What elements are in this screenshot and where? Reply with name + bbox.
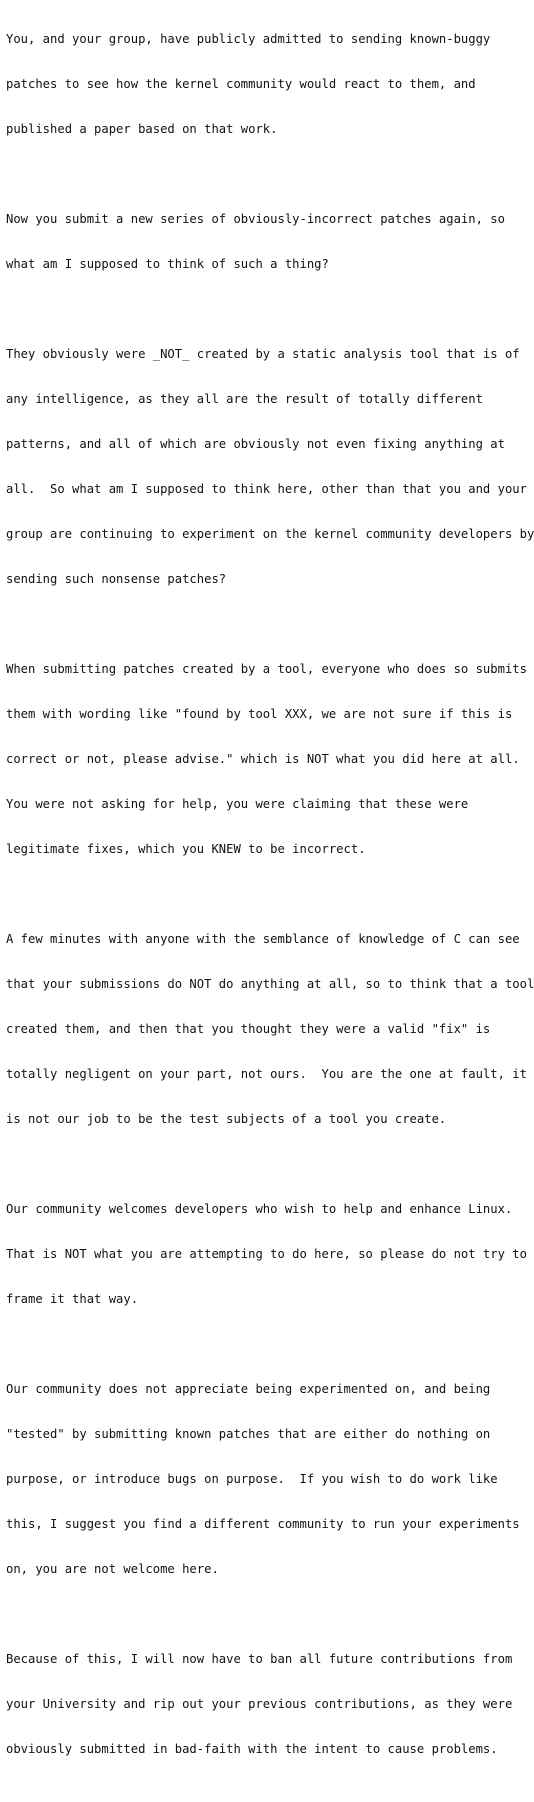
text-line: created them, and then that you thought they were a valid "fix" is bbox=[6, 1022, 491, 1036]
text-line: Because of this, I will now have to ban all future contributions from bbox=[6, 1652, 513, 1666]
text-line: Now you submit a new series of obviously-incorrect patches again, so bbox=[6, 212, 505, 226]
text-line: You, and your group, have publicly admitted to sending known-buggy bbox=[6, 32, 491, 46]
text-line: this, I suggest you find a different community to run your experiments bbox=[6, 1517, 520, 1531]
text-line: that your submissions do NOT do anything at all, so to think that a tool bbox=[6, 977, 534, 991]
text-line: Our community does not appreciate being experimented on, and being bbox=[6, 1382, 491, 1396]
text-line: correct or not, please advise." which is NOT what you did here at all. bbox=[6, 752, 520, 766]
text-line: is not our job to be the test subjects of a tool you create. bbox=[6, 1112, 447, 1126]
text-line: patterns, and all of which are obviously not even fixing anything at bbox=[6, 437, 505, 451]
paragraph-knowledge-of-c bbox=[6, 902, 534, 1157]
text-line: That is NOT what you are attempting to do here, so please do not try to bbox=[6, 1247, 527, 1261]
text-line: group are continuing to experiment on the kernel community developers by bbox=[6, 527, 534, 541]
text-line: them with wording like "found by tool XXX, we are not sure if this is bbox=[6, 707, 513, 721]
text-line: A few minutes with anyone with the semblance of knowledge of C can see bbox=[6, 932, 520, 946]
text-line: They obviously were _NOT_ created by a static analysis tool that is of bbox=[6, 347, 520, 361]
email-body bbox=[6, 2, 534, 1802]
text-line: your University and rip out your previous contributions, as they were bbox=[6, 1697, 513, 1711]
text-line: patches to see how the kernel community would react to them, and bbox=[6, 77, 476, 91]
text-line: "tested" by submitting known patches that are either do nothing on bbox=[6, 1427, 491, 1441]
text-line: published a paper based on that work. bbox=[6, 122, 278, 136]
text-line: on, you are not welcome here. bbox=[6, 1562, 219, 1576]
paragraph-experimented-on bbox=[6, 1352, 520, 1607]
paragraph-static-analysis bbox=[6, 317, 534, 617]
text-line: frame it that way. bbox=[6, 1292, 139, 1306]
text-line: legitimate fixes, which you KNEW to be incorrect. bbox=[6, 842, 366, 856]
text-line: what am I supposed to think of such a thing? bbox=[6, 257, 329, 271]
text-line: When submitting patches created by a tool, everyone who does so submits bbox=[6, 662, 527, 676]
text-line: all. So what am I supposed to think here, other than that you and your bbox=[6, 482, 527, 496]
paragraph-ban bbox=[6, 1622, 511, 1787]
text-line: purpose, or introduce bugs on purpose. If you wish to do work like bbox=[6, 1472, 498, 1486]
paragraph-new-series bbox=[6, 182, 511, 302]
text-line: obviously submitted in bad-faith with the intent to cause problems. bbox=[6, 1742, 498, 1756]
text-line: Our community welcomes developers who wish to help and enhance Linux. bbox=[6, 1202, 513, 1216]
paragraph-community-welcomes bbox=[6, 1172, 527, 1337]
paragraph-admission bbox=[6, 2, 511, 167]
paragraph-tool-wording bbox=[6, 632, 527, 887]
text-line: sending such nonsense patches? bbox=[6, 572, 227, 586]
text-line: totally negligent on your part, not ours. You are the one at fault, it bbox=[6, 1067, 527, 1081]
text-line: You were not asking for help, you were claiming that these were bbox=[6, 797, 469, 811]
text-line: any intelligence, as they all are the result of totally different bbox=[6, 392, 483, 406]
